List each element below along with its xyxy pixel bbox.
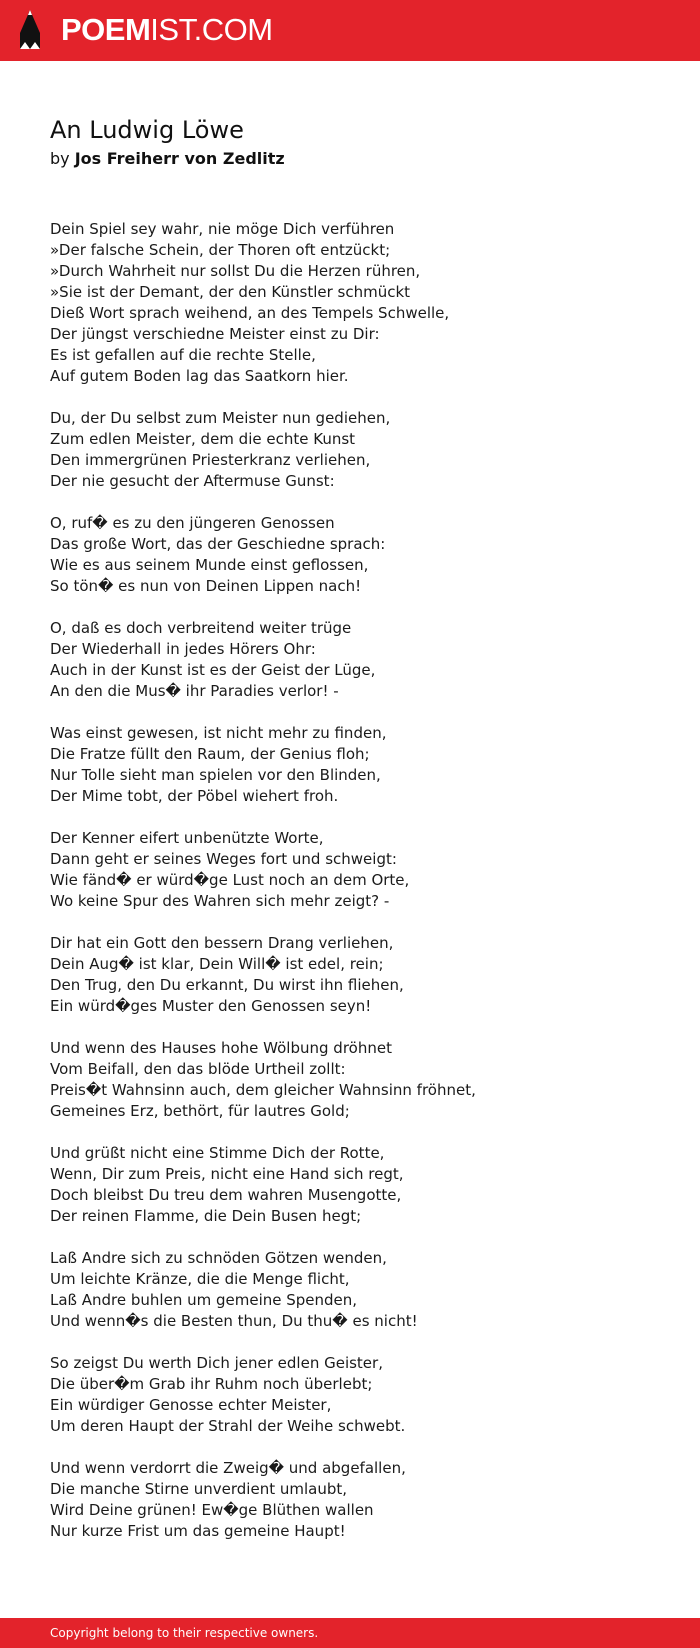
poem-line: O, ruf� es zu den jüngeren Genossen [50,514,335,532]
poem-line: Und wenn verdorrt die Zweig� und abgefallen, [50,1459,406,1477]
poem-line: Der jüngst verschiedne Meister einst zu Dir: [50,325,380,343]
poem-line: O, daß es doch verbreitend weiter trüge [50,619,352,637]
poem-line: Um deren Haupt der Strahl der Weihe schwebt. [50,1417,406,1435]
poem-line: Du, der Du selbst zum Meister nun gediehen, [50,409,391,427]
poem-line: Nur kurze Frist um das gemeine Haupt! [50,1522,346,1540]
poem-line: Auch in der Kunst ist es der Geist der Lüge, [50,661,376,679]
poem-line: »Der falsche Schein, der Thoren oft entzückt; [50,241,391,259]
poem-author[interactable]: Jos Freiherr von Zedlitz [74,149,285,168]
poem-line: Gemeines Erz, bethört, für lautres Gold; [50,1102,350,1120]
poem-line: Und wenn�s die Besten thun, Du thu� es nicht! [50,1312,418,1330]
poem-line: An den die Mus� ihr Paradies verlor! - [50,682,339,700]
poem-body [50,219,670,1563]
poem-line: Den immergrünen Priesterkranz verliehen, [50,451,371,469]
poem-line: Dein Aug� ist klar, Dein Will� ist edel, rein; [50,955,384,973]
poem-line: Und wenn des Hauses hohe Wölbung dröhnet [50,1039,392,1057]
poem-line: Vom Beifall, den das blöde Urtheil zollt: [50,1060,346,1078]
poem-stanza [50,1458,670,1542]
poem-line: Dein Spiel sey wahr, nie möge Dich verführen [50,220,395,238]
site-header [0,0,700,61]
poem-line: Auf gutem Boden lag das Saatkorn hier. [50,367,349,385]
logo-bold-text: POEM [61,12,151,47]
poem-line: Und grüßt nicht eine Stimme Dich der Rotte, [50,1144,385,1162]
poem-line: Der Mime tobt, der Pöbel wiehert froh. [50,787,339,805]
poem-line: Doch bleibst Du treu dem wahren Musengotte, [50,1186,402,1204]
poem-line: Laß Andre buhlen um gemeine Spenden, [50,1291,358,1309]
poem-stanza [50,1353,670,1437]
site-logo[interactable] [61,12,273,48]
poem-line: Ein würdiger Genosse echter Meister, [50,1396,332,1414]
poem-line: »Sie ist der Demant, der den Künstler schmückt [50,283,411,301]
poem-stanza [50,408,670,492]
poem-line: Den Trug, den Du erkannt, Du wirst ihn fliehen, [50,976,404,994]
poem-line: Der reinen Flamme, die Dein Busen hegt; [50,1207,362,1225]
poem-line: Der nie gesucht der Aftermuse Gunst: [50,472,335,490]
poem-stanza [50,933,670,1017]
poem-stanza [50,1143,670,1227]
poem-stanza [50,618,670,702]
poem-line: Die Fratze füllt den Raum, der Genius floh; [50,745,370,763]
poem-line: Das große Wort, das der Geschiedne sprach: [50,535,386,553]
poem-line: Der Wiederhall in jedes Hörers Ohr: [50,640,316,658]
poem-line: Dieß Wort sprach weihend, an des Tempels Schwelle, [50,304,450,322]
poem-line: Ein würd�ges Muster den Genossen seyn! [50,997,372,1015]
poem-line: Wenn, Dir zum Preis, nicht eine Hand sich regt, [50,1165,404,1183]
poem-line: So zeigst Du werth Dich jener edlen Geister, [50,1354,383,1372]
poem-stanza [50,513,670,597]
poem-line: Zum edlen Meister, dem die echte Kunst [50,430,356,448]
poem-stanza [50,1038,670,1122]
poem-line: Der Kenner eifert unbenützte Worte, [50,829,324,847]
poem-line: Laß Andre sich zu schnöden Götzen wenden, [50,1249,387,1267]
poem-line: Die manche Stirne unverdient umlaubt, [50,1480,348,1498]
poem-line: »Durch Wahrheit nur sollst Du die Herzen rühren, [50,262,421,280]
poem-line: So tön� es nun von Deinen Lippen nach! [50,577,362,595]
poem-line: Die über�m Grab ihr Ruhm noch überlebt; [50,1375,373,1393]
poem-line: Wie es aus seinem Munde einst geflossen, [50,556,369,574]
poem-line: Preis�t Wahnsinn auch, dem gleicher Wahnsinn fröhnet, [50,1081,476,1099]
by-label: by [50,149,70,168]
poem-line: Es ist gefallen auf die rechte Stelle, [50,346,316,364]
poem-byline [50,148,285,170]
poem-stanza [50,723,670,807]
pencil-icon[interactable] [17,9,43,51]
poem-line: Dann geht er seines Weges fort und schweigt: [50,850,397,868]
poem-line: Wie fänd� er würd�ge Lust noch an dem Orte, [50,871,410,889]
poem-stanza [50,828,670,912]
site-footer [0,1618,700,1648]
logo-light-text: IST.COM [150,12,273,47]
poem-line: Um leichte Kränze, die die Menge flicht, [50,1270,350,1288]
poem-title: An Ludwig Löwe [50,116,244,144]
poem-stanza [50,1248,670,1332]
poem-line: Dir hat ein Gott den bessern Drang verliehen, [50,934,394,952]
poem-line: Wird Deine grünen! Ew�ge Blüthen wallen [50,1501,374,1519]
poem-stanza [50,219,670,387]
poem-line: Wo keine Spur des Wahren sich mehr zeigt? - [50,892,390,910]
poem-line: Nur Tolle sieht man spielen vor den Blinden, [50,766,381,784]
poem-line: Was einst gewesen, ist nicht mehr zu finden, [50,724,387,742]
copyright-text: Copyright belong to their respective owners. [50,1626,319,1640]
